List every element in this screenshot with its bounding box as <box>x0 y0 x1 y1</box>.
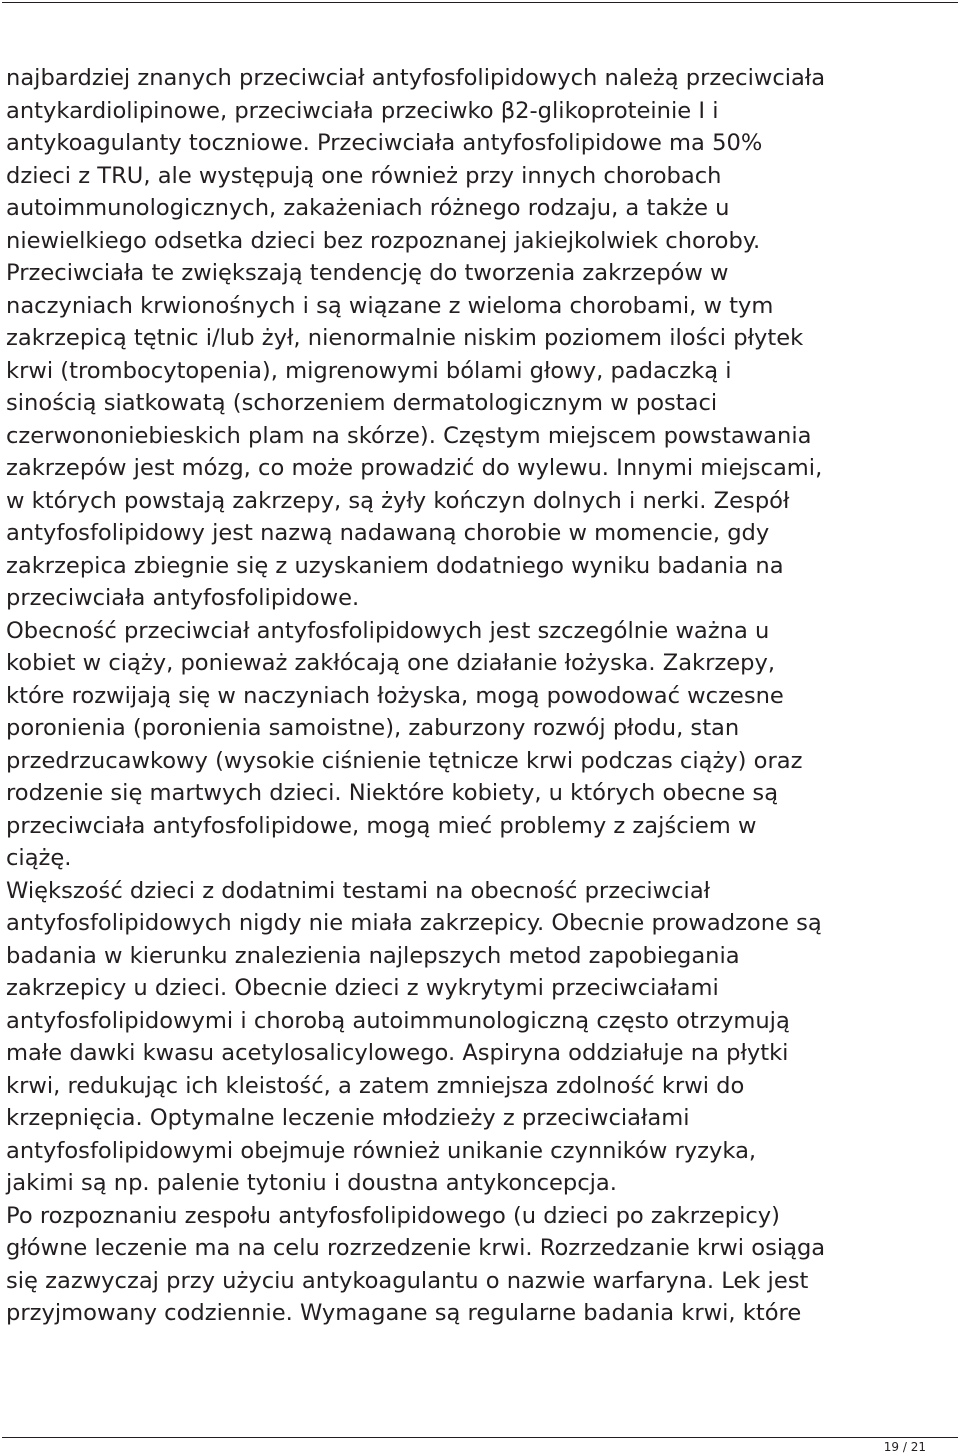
footer-divider <box>2 1437 958 1438</box>
text-line: badania w kierunku znalezienia najlepszych metod zapobiegania <box>6 942 740 969</box>
text-line: antyfosfolipidowymi i chorobą autoimmunologiczną często otrzymują <box>6 1007 790 1034</box>
text-line: przyjmowany codziennie. Wymagane są regularne badania krwi, które <box>6 1300 802 1326</box>
text-line: dzieci z TRU, ale występują one również przy innych chorobach <box>6 162 722 189</box>
text-line: rodzenie się martwych dzieci. Niektóre kobiety, u których obecne są <box>6 780 779 806</box>
text-line: antyfosfolipidowy jest nazwą nadawaną chorobie w momencie, gdy <box>6 520 770 546</box>
text-line: zakrzepicy u dzieci. Obecnie dzieci z wykrytymi przeciwciałami <box>6 975 719 1001</box>
text-line: Przeciwciała te zwiększają tendencję do tworzenia zakrzepów w <box>6 260 729 286</box>
text-line: poronienia (poronienia samoistne), zaburzony rozwój płodu, stan <box>6 715 740 741</box>
top-divider <box>2 2 958 3</box>
text-line: przeciwciała antyfosfolipidowe. <box>6 585 360 611</box>
text-line: przedrzucawkowy (wysokie ciśnienie tętnicze krwi podczas ciąży) oraz <box>6 747 803 774</box>
text-line: Większość dzieci z dodatnimi testami na obecność przeciwciał <box>6 877 711 904</box>
text-line: krwi (trombocytopenia), migrenowymi bólami głowy, padaczką i <box>6 357 732 384</box>
text-line: sinością siatkowatą (schorzeniem dermatologicznym w postaci <box>6 390 718 416</box>
text-line: Po rozpoznaniu zespołu antyfosfolipidowego (u dzieci po zakrzepicy) <box>6 1202 780 1229</box>
text-line: się zazwyczaj przy użyciu antykoagulantu o nazwie warfaryna. Lek jest <box>6 1267 809 1294</box>
text-line: krwi, redukując ich kleistość, a zatem zmniejsza zdolność krwi do <box>6 1072 745 1099</box>
text-line: małe dawki kwasu acetylosalicylowego. Aspiryna oddziałuje na płytki <box>6 1040 789 1066</box>
page-number: 19 / 21 <box>883 1440 926 1454</box>
document-body <box>6 62 958 1330</box>
text-line: antykardiolipinowe, przeciwciała przeciwko β2-glikoproteinie I i <box>6 97 719 124</box>
text-line: główne leczenie ma na celu rozrzedzenie krwi. Rozrzedzanie krwi osiąga <box>6 1235 826 1261</box>
text-line: ciążę. <box>6 845 72 871</box>
text-line: niewielkiego odsetka dzieci bez rozpoznanej jakiejkolwiek choroby. <box>6 227 761 254</box>
text-line: krzepnięcia. Optymalne leczenie młodzieży z przeciwciałami <box>6 1105 690 1131</box>
text-line: Obecność przeciwciał antyfosfolipidowych jest szczególnie ważna u <box>6 617 770 644</box>
text-line: jakimi są np. palenie tytoniu i doustna antykoncepcja. <box>6 1170 617 1196</box>
text-line: przeciwciała antyfosfolipidowe, mogą mieć problemy z zajściem w <box>6 812 757 839</box>
text-line: antyfosfolipidowych nigdy nie miała zakrzepicy. Obecnie prowadzone są <box>6 910 822 936</box>
text-line: zakrzepów jest mózg, co może prowadzić do wylewu. Innymi miejscami, <box>6 455 823 481</box>
text-line: czerwononiebieskich plam na skórze). Częstym miejscem powstawania <box>6 422 812 449</box>
text-line: kobiet w ciąży, ponieważ zakłócają one działanie łożyska. Zakrzepy, <box>6 650 776 676</box>
text-line: antykoagulanty toczniowe. Przeciwciała antyfosfolipidowe ma 50% <box>6 130 763 156</box>
text-line: zakrzepicą tętnic i/lub żył, nienormalnie niskim poziomem ilości płytek <box>6 325 804 351</box>
text-line: najbardziej znanych przeciwciał antyfosfolipidowych należą przeciwciała <box>6 65 826 91</box>
text-line: zakrzepica zbiegnie się z uzyskaniem dodatniego wyniku badania na <box>6 552 784 579</box>
text-line: w których powstają zakrzepy, są żyły kończyn dolnych i nerki. Zespół <box>6 487 790 514</box>
text-line: naczyniach krwionośnych i są wiązane z wieloma chorobami, w tym <box>6 292 774 319</box>
text-line: antyfosfolipidowymi obejmuje również unikanie czynników ryzyka, <box>6 1137 757 1164</box>
text-line: które rozwijają się w naczyniach łożyska, mogą powodować wczesne <box>6 682 784 709</box>
text-line: autoimmunologicznych, zakażeniach różnego rodzaju, a także u <box>6 195 730 221</box>
